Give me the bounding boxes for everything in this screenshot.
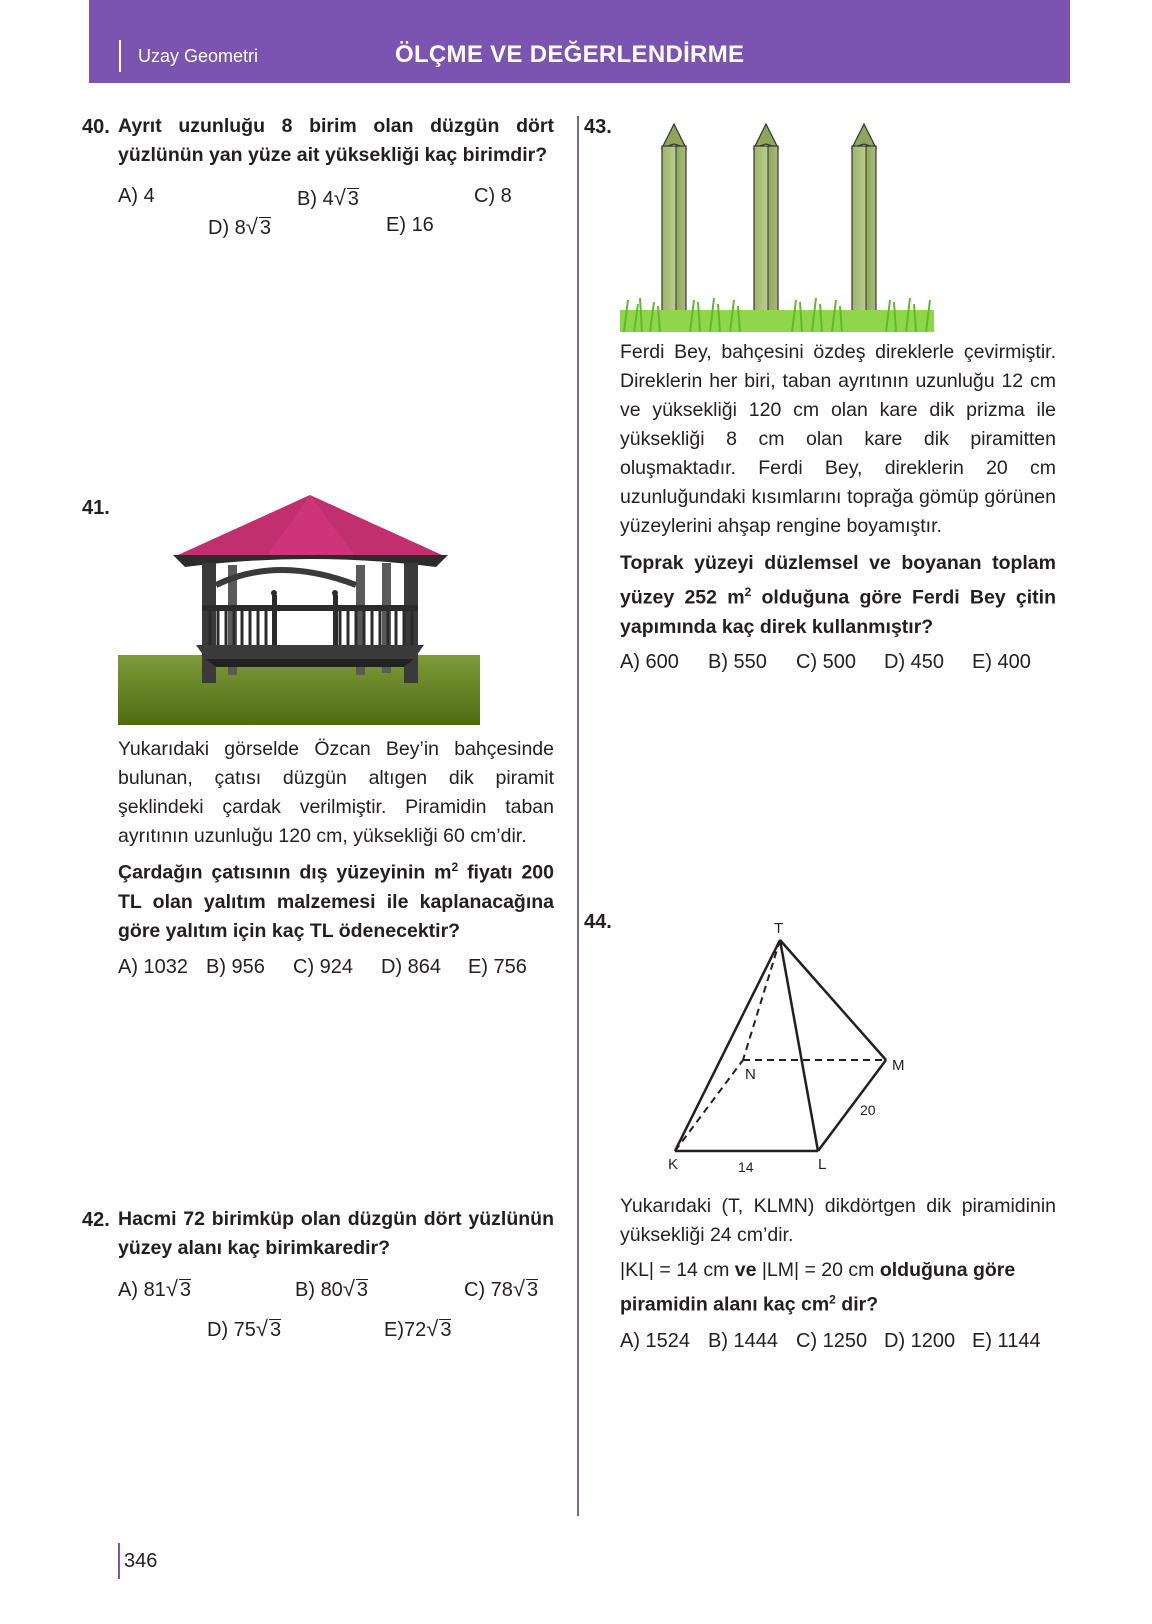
- gazebo-base: [196, 645, 424, 659]
- q43-question: Toprak yüzeyi düzlemsel ve boyanan toplam yüzey 252 $m^2$ olduğuna göre Ferdi Bey çitin yapımında kaç direk kullanmıştır?: [620, 552, 1056, 638]
- vertex-label-l: L: [818, 1156, 827, 1173]
- edge-label-lm: 20: [860, 1102, 876, 1118]
- q44-option-c[interactable]: C) 1250: [796, 1330, 868, 1352]
- q42-option-b[interactable]: B) 80√ 3: [295, 1276, 369, 1301]
- vertex-label-n: N: [745, 1066, 756, 1083]
- q44-option-a[interactable]: A) 1524: [620, 1330, 691, 1352]
- fence-post: [852, 124, 876, 318]
- edge-label-kl: 14: [738, 1159, 754, 1175]
- q41-option-c[interactable]: C) 924: [293, 956, 354, 978]
- q43-option-e[interactable]: E) 400: [972, 651, 1031, 673]
- header-divider: [119, 40, 121, 72]
- sqrt-sign: √: [512, 1276, 525, 1301]
- q40-option-b[interactable]: B) 4√ 3: [297, 185, 359, 210]
- q40-option-c[interactable]: C) 8: [474, 185, 512, 207]
- q41-question: Çardağın çatısının dış yüzeyinin $m^2$ fiyatı 200 TL olan yalıtım malzemesi ile kaplanacağına göre yalıtım için kaç TL ödenecektir?: [118, 860, 554, 942]
- q41-option-a[interactable]: A) 1032: [118, 956, 189, 978]
- page-number-bar: [118, 1543, 120, 1579]
- pyramid-figure: [660, 915, 920, 1175]
- vertex-label-t: T: [774, 920, 784, 937]
- sqrt-sign: √: [333, 185, 346, 210]
- q44-question: |KL| = 14 cm ve |LM| = 20 cm olduğuna göre piramidin alanı kaç $cm^2$ dir?: [620, 1259, 1016, 1316]
- q42-option-c[interactable]: C) 78√ 3: [464, 1276, 539, 1301]
- q40-option-a[interactable]: A) 4: [118, 185, 155, 207]
- q42-text: Hacmi 72 birimküp olan düzgün dört yüzlünün yüzey alanı kaç birimkaredir?: [118, 1208, 554, 1259]
- q43-text: Ferdi Bey, bahçesini özdeş direklerle çevirmiştir. Direklerin her biri, taban ayrıtının uzunluğu 12 cm ve yüksekliği 120 cm olan kare dik prizma ile yüksekliği 8 cm olan kare dik piramitten oluşmaktadır. Ferdi Bey, direklerin 20 cm uzunluğundaki kısımlarını toprağa gömüp görünen yüzeylerini ahşap rengine boyamıştır.: [620, 341, 1056, 537]
- column-divider: [577, 116, 579, 1516]
- vertex-label-m: M: [892, 1057, 905, 1074]
- q43-option-d[interactable]: D) 450: [884, 651, 945, 673]
- vertex-label-k: K: [668, 1156, 679, 1173]
- sqrt-sign: √: [245, 214, 258, 239]
- q42-number: 42.: [82, 1209, 110, 1231]
- sqrt-sign: √: [342, 1276, 355, 1301]
- q42-option-d[interactable]: D) 75√ 3: [207, 1316, 282, 1341]
- q41-text: Yukarıdaki görselde Özcan Bey’in bahçesinde bulunan, çatısı düzgün altıgen dik piramit şeklindeki çardak verilmiştir. Piramidin taban ayrıtının uzunluğu 120 cm, yüksekliği 60 cm’dir.: [118, 738, 554, 847]
- q40-text: Ayrıt uzunluğu 8 birim olan düzgün dört yüzlünün yan yüze ait yüksekliği kaç birimdir?: [118, 115, 554, 166]
- q43-option-a[interactable]: A) 600: [620, 651, 679, 673]
- q42-option-a[interactable]: A) 81√ 3: [118, 1276, 192, 1301]
- q44-option-e[interactable]: E) 1144: [972, 1330, 1041, 1352]
- hidden-edges: [675, 940, 886, 1151]
- railing: [210, 609, 412, 645]
- q40-option-e[interactable]: E) 16: [386, 214, 434, 236]
- q41-option-d[interactable]: D) 864: [381, 956, 442, 978]
- q44-number: 44.: [584, 911, 612, 933]
- q44-option-d[interactable]: D) 1200: [884, 1330, 956, 1352]
- sqrt-sign: √: [165, 1276, 178, 1301]
- fence-post: [662, 124, 686, 318]
- section-title: ÖLÇME VE DEĞERLENDİRME: [395, 41, 745, 68]
- pyramid-edges: [675, 940, 886, 1151]
- sqrt-sign: √: [426, 1316, 439, 1341]
- page-header: [89, 0, 1070, 83]
- q43-option-c[interactable]: C) 500: [796, 651, 857, 673]
- q43-number: 43.: [584, 116, 612, 138]
- q43-option-b[interactable]: B) 550: [708, 651, 767, 673]
- q40-number: 40.: [82, 116, 110, 138]
- q41-option-b[interactable]: B) 956: [206, 956, 265, 978]
- page-number: 346: [124, 1550, 158, 1572]
- subject-label: Uzay Geometri: [138, 46, 259, 66]
- q44-option-b[interactable]: B) 1444: [708, 1330, 779, 1352]
- q41-number: 41.: [82, 497, 110, 519]
- q42-option-e[interactable]: E)72√ 3: [384, 1316, 452, 1341]
- gazebo-figure: [118, 495, 480, 725]
- q44-text: Yukarıdaki (T, KLMN) dikdörtgen dik piramidinin yüksekliği 24 cm’dir.: [620, 1195, 1056, 1246]
- q41-option-e[interactable]: E) 756: [468, 956, 527, 978]
- sqrt-sign: √: [255, 1316, 268, 1341]
- q40-option-d[interactable]: D) 8√ 3: [208, 214, 271, 239]
- posts-figure: [620, 122, 934, 332]
- fence-post: [754, 124, 778, 318]
